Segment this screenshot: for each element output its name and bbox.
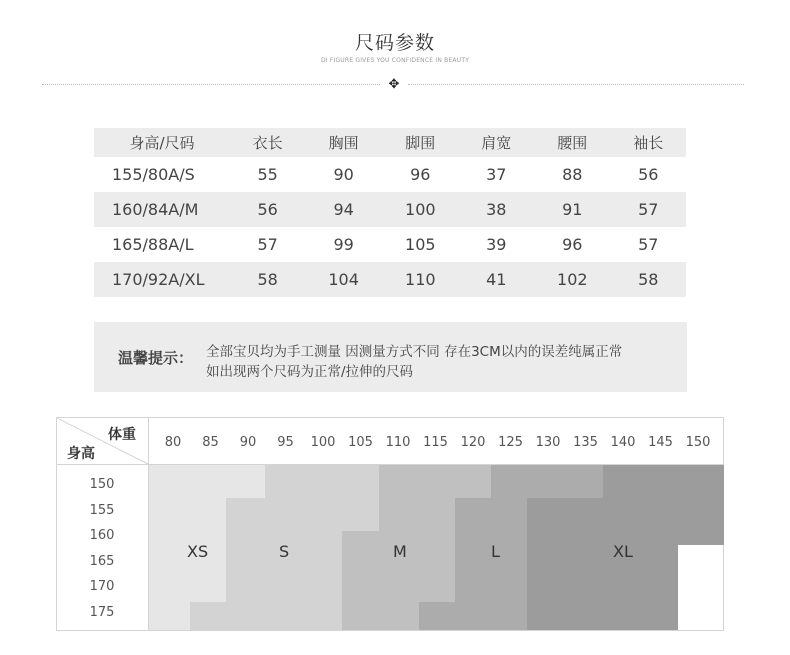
four-point-star-icon: ✥	[388, 77, 400, 92]
page-subtitle: DI FIGURE GIVES YOU CONFIDENCE IN BEAUTY	[320, 57, 470, 64]
size-zone-xs	[149, 602, 190, 630]
size-table-cell: 104	[305, 262, 382, 297]
size-table-cell: 56	[638, 165, 659, 184]
height-tick: 165	[89, 553, 115, 569]
size-zone-xl	[527, 498, 724, 545]
height-tick: 155	[89, 502, 115, 518]
size-table-cell: 58	[611, 262, 686, 297]
size-table-cell: 55	[257, 165, 278, 184]
size-table-cell: 57	[638, 235, 659, 254]
size-zone-label: XS	[187, 542, 209, 561]
size-table-column-header: 胸围	[305, 128, 382, 157]
weight-tick: 100	[310, 435, 336, 450]
size-table-cell: 39	[486, 235, 507, 254]
size-table-column-header: 袖长	[611, 128, 686, 157]
weight-tick: 80	[164, 435, 182, 450]
weight-tick: 85	[202, 435, 219, 450]
size-zone-xl	[603, 465, 724, 498]
page-title: 尺码参数	[354, 32, 435, 54]
size-zone-l	[455, 569, 527, 630]
size-table-cell: 100	[382, 192, 459, 227]
weight-tick: 110	[385, 435, 411, 450]
weight-tick: 120	[460, 435, 486, 450]
size-table-row	[94, 192, 686, 227]
size-table-cell: 57	[257, 235, 278, 254]
height-tick: 175	[89, 604, 115, 620]
size-table-cell: 170/92A/XL	[94, 262, 230, 297]
size-table-cell: 110	[382, 262, 459, 297]
size-zone-s	[226, 498, 379, 531]
size-table-cell: 102	[534, 262, 611, 297]
size-table-cell: 96	[410, 165, 431, 184]
size-table-cell: 91	[534, 192, 611, 227]
size-table-cell: 56	[230, 192, 305, 227]
divider-right	[408, 84, 744, 85]
size-table-column-header: 衣长	[230, 128, 305, 157]
weight-tick: 140	[610, 435, 636, 450]
size-table-cell: 57	[611, 192, 686, 227]
size-zone-m	[342, 569, 455, 602]
weight-tick: 150	[685, 435, 711, 450]
size-table-cell: 88	[562, 165, 583, 184]
size-table-cell: 38	[459, 192, 534, 227]
size-zone-m	[342, 602, 419, 630]
weight-tick: 95	[277, 435, 294, 450]
size-table-cell: 41	[459, 262, 534, 297]
height-tick: 170	[89, 579, 115, 594]
weight-tick: 90	[239, 435, 257, 450]
weight-tick: 145	[648, 435, 673, 450]
size-zone-label: XL	[613, 542, 633, 561]
height-tick: 160	[89, 528, 115, 543]
weight-tick: 115	[423, 435, 448, 450]
weight-tick: 135	[573, 435, 598, 450]
tip-box	[94, 322, 687, 392]
size-table-row	[94, 227, 686, 262]
size-table-column-header: 脚围	[382, 128, 459, 157]
size-table-cell: 165/88A/L	[112, 235, 194, 254]
size-table-cell: 94	[305, 192, 382, 227]
size-table	[94, 128, 686, 297]
size-table-column-header: 腰围	[534, 128, 611, 157]
size-zone-m	[379, 465, 491, 498]
tip-label: 温馨提示：	[118, 349, 194, 367]
weight-tick: 125	[498, 435, 523, 450]
size-table-cell: 99	[333, 235, 354, 254]
size-table-column-header: 身高/尺码	[94, 128, 230, 157]
size-table-row	[94, 157, 686, 192]
height-tick: 150	[89, 477, 115, 492]
size-table-row	[94, 262, 686, 297]
size-zone-s	[190, 602, 342, 630]
size-zone-xs	[149, 465, 265, 498]
size-table-cell: 96	[562, 235, 583, 254]
divider-left	[42, 84, 380, 85]
tip-line-2: 如出现两个尺码为正常/拉伸的尺码	[206, 364, 414, 380]
size-table-cell: 90	[333, 165, 354, 184]
size-zone-l	[455, 498, 527, 545]
size-zone-s	[265, 465, 379, 498]
size-table-cell: 155/80A/S	[112, 165, 195, 184]
size-chart	[56, 417, 724, 631]
size-zone-l	[419, 602, 455, 630]
size-zone-label: L	[491, 542, 500, 561]
tip-line-1: 全部宝贝均为手工测量 因测量方式不同 存在3CM以内的误差纯属正常	[206, 344, 623, 360]
weight-tick: 105	[348, 435, 373, 450]
size-zone-l	[491, 465, 603, 498]
size-table-cell: 160/84A/M	[94, 192, 230, 227]
weight-header: 体重	[108, 427, 136, 443]
size-zone-label: S	[279, 542, 290, 561]
size-table-column-header: 肩宽	[459, 128, 534, 157]
size-table-cell: 58	[230, 262, 305, 297]
size-zone-xl	[527, 545, 678, 630]
size-table-header	[94, 128, 686, 157]
size-zone-label: M	[393, 542, 407, 561]
size-table-cell: 37	[486, 165, 507, 184]
weight-tick: 130	[535, 435, 561, 450]
height-header: 身高	[67, 446, 95, 462]
size-table-cell: 105	[405, 235, 436, 254]
